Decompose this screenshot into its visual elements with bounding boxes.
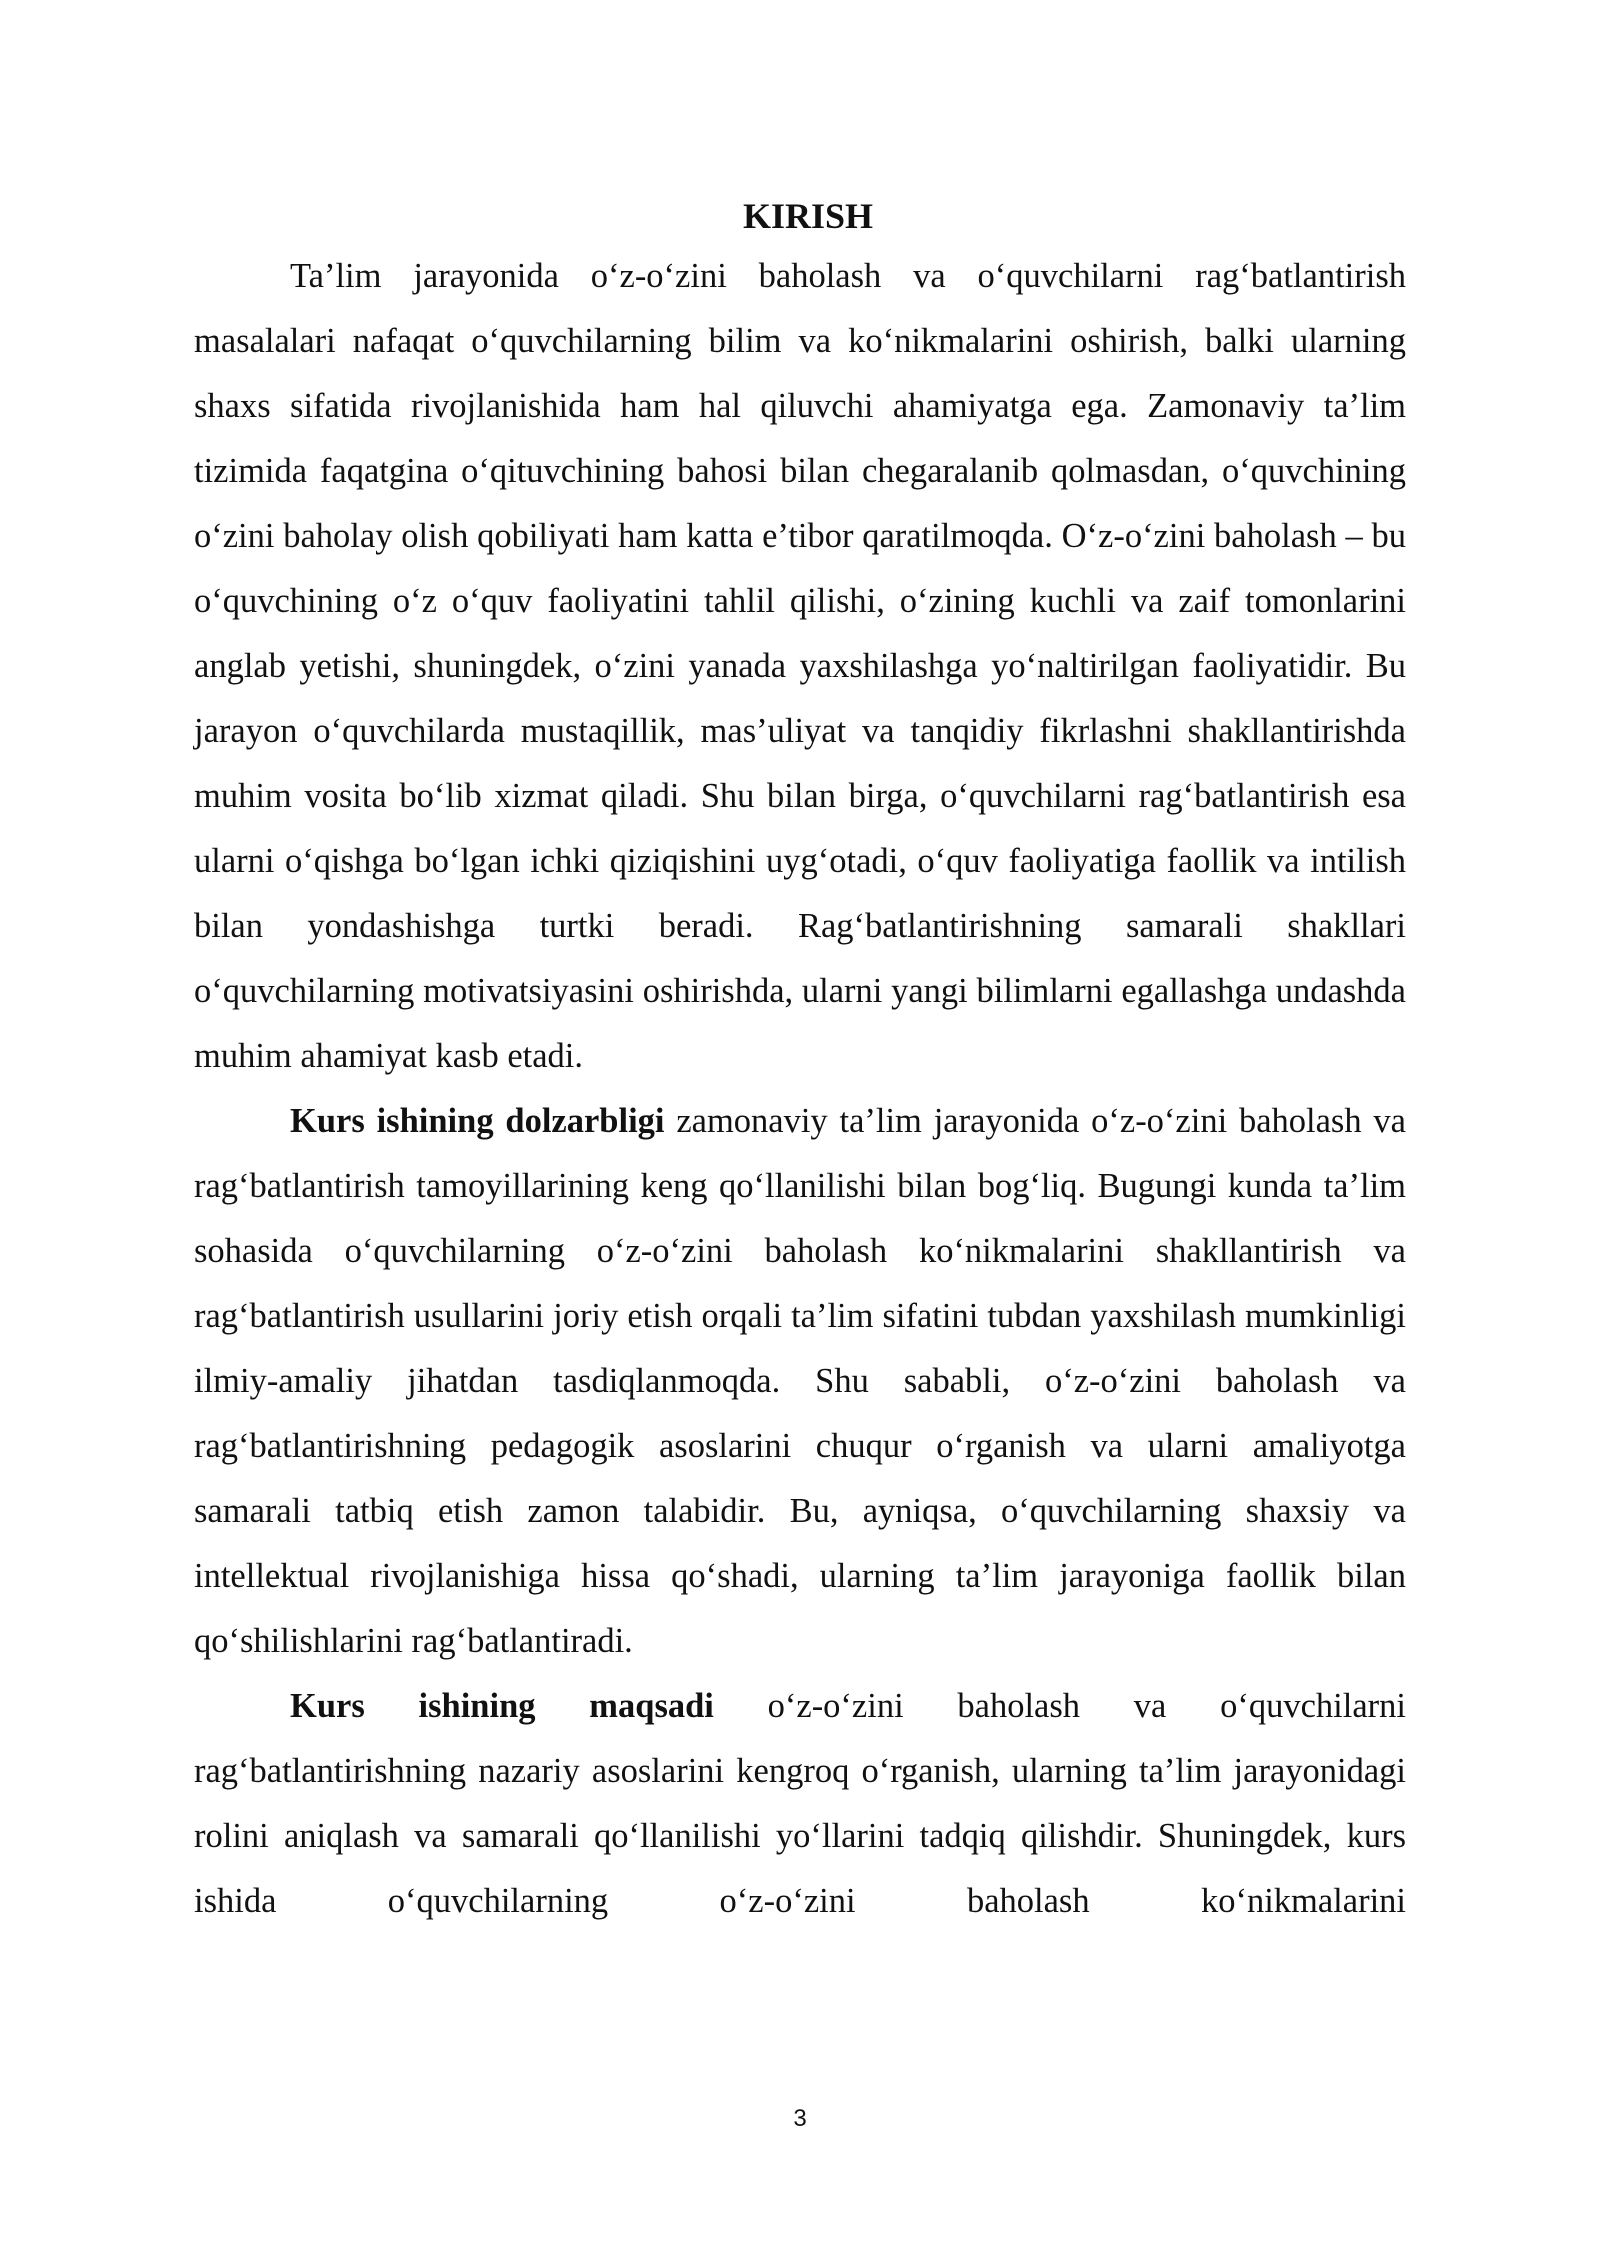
- page-number: 3: [793, 2105, 807, 2132]
- page-title: KIRISH: [742, 196, 874, 236]
- paragraph-intro-text: Ta’lim jarayonida o‘z-o‘zini baholash va o‘quvchilarni rag‘batlantirish masalalari nafaqat o‘quvchilarning bilim va ko‘nikmalarini oshirish, balki ularning shaxs sifatida rivojlanishida ham hal qiluvchi ahamiyatga ega. Zamonaviy ta’lim tizimida faqatgina o‘qituvchining bahosi bilan chegaralanib qolmasdan, o‘quvchining o‘zini baholay olish qobiliyati ham katta e’tibor qaratilmoqda. O‘z-o‘zini baholash – bu o‘quvchining o‘z o‘quv faoliyatini tahlil qilishi, o‘zining kuchli va zaif tomonlarini anglab yetishi, shuningdek, o‘zini yanada yaxshilashga yo‘naltirilgan faoliyatidir. Bu jarayon o‘quvchilarda mustaqillik, mas’uliyat va tanqidiy fikrlashni shakllantirishda muhim vosita bo‘lib xizmat qiladi. Shu bilan birga, o‘quvchilarni rag‘batlantirish esa ularni o‘qishga bo‘lgan ichki qiziqishini uyg‘otadi, o‘quv faoliyatiga faollik va intilish bilan yondashishga turtki beradi. Rag‘batlantirishning samarali shakllari o‘quvchilarning motivatsiyasini oshirishda, ularni yangi bilimlarni egallashga undashda muhim ahamiyat kasb etadi.: [194, 257, 1406, 1075]
- paragraph-intro: [194, 244, 1406, 1089]
- page-content: [194, 188, 1406, 1934]
- paragraph-goal-lead: Kurs ishining maqsadi: [290, 1687, 714, 1725]
- paragraph-goal-text: o‘z-o‘zini baholash va o‘quvchilarni rag‘batlantirishning nazariy asoslarini kengroq o‘rganish, ularning ta’lim jarayonidagi rolini aniqlash va samarali qo‘llanilishi yo‘llarini tadqiq qilishdir. Shuningdek, kurs ishida o‘quvchilarning o‘z-o‘zini baholash ko‘nikmalarini: [194, 1687, 1406, 1920]
- paragraph-relevance-lead: Kurs ishining dolzarbligi: [290, 1102, 665, 1140]
- paragraph-goal: [194, 1674, 1406, 1934]
- paragraph-relevance: [194, 1089, 1406, 1674]
- paragraph-relevance-text: zamonaviy ta’lim jarayonida o‘z-o‘zini baholash va rag‘batlantirish tamoyillarining keng qo‘llanilishi bilan bog‘liq. Bugungi kunda ta’lim sohasida o‘quvchilarning o‘z-o‘zini baholash ko‘nikmalarini shakllantirish va rag‘batlantirish usullarini joriy etish orqali ta’lim sifatini tubdan yaxshilash mumkinligi ilmiy-amaliy jihatdan tasdiqlanmoqda. Shu sababli, o‘z-o‘zini baholash va rag‘batlantirishning pedagogik asoslarini chuqur o‘rganish va ularni amaliyotga samarali tatbiq etish zamon talabidir. Bu, ayniqsa, o‘quvchilarning shaxsiy va intellektual rivojlanishiga hissa qo‘shadi, ularning ta’lim jarayoniga faollik bilan qo‘shilishlarini rag‘batlantiradi.: [194, 1102, 1406, 1660]
